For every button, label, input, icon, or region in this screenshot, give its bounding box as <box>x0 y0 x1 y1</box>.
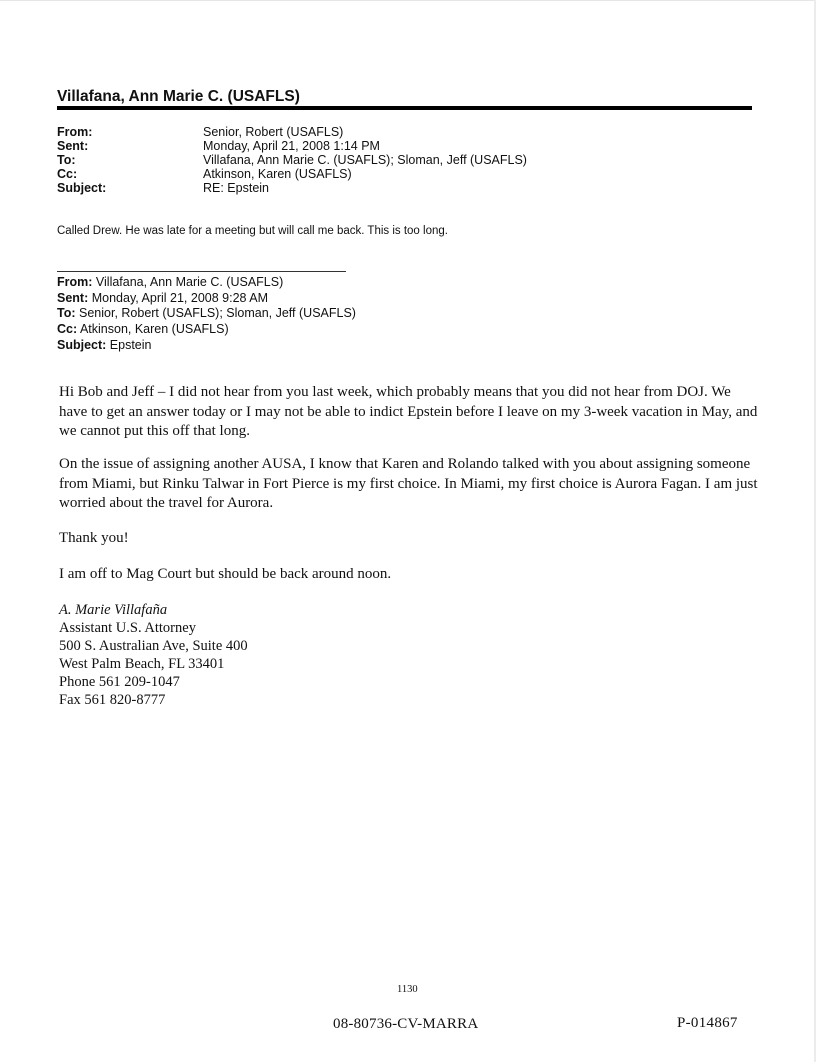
quoted-subject-label: Subject: <box>57 338 107 352</box>
quoted-cc-label: Cc: <box>57 322 78 336</box>
quoted-to-line <box>57 305 356 321</box>
signature-address-line-2: West Palm Beach, FL 33401 <box>59 656 225 672</box>
signature-title: Assistant U.S. Attorney <box>59 620 196 636</box>
signature-phone: Phone 561 209-1047 <box>59 674 180 690</box>
mailbox-owner-title: Villafana, Ann Marie C. (USAFLS) <box>57 88 300 105</box>
signature-fax: Fax 561 820-8777 <box>59 692 166 708</box>
quoted-subject-value: Epstein <box>109 338 152 352</box>
header-from-label: From: <box>57 125 93 139</box>
case-number: 08-80736-CV-MARRA <box>333 1016 479 1032</box>
quoted-paragraph-3: Thank you! <box>59 530 129 546</box>
header-subject-value: RE: Epstein <box>203 181 270 195</box>
signature-name: A. Marie Villafaña <box>59 602 168 618</box>
header-from-value: Senior, Robert (USAFLS) <box>203 125 344 139</box>
header-cc-label: Cc: <box>57 167 78 181</box>
title-rule <box>57 106 752 110</box>
page-number: 1130 <box>397 984 418 995</box>
quoted-sent-label: Sent: <box>57 291 89 305</box>
quoted-paragraph-1: Hi Bob and Jeff – I did not hear from you last week, which probably means that you did not hear from DOJ. We have to get an answer today or I may not be able to indict Epstein before I leave on my 3-week vacation in May, and we cannot put this off that long. <box>59 384 758 440</box>
signature-address-line-1: 500 S. Australian Ave, Suite 400 <box>59 638 248 654</box>
quoted-paragraph-2: On the issue of assigning another AUSA, I know that Karen and Rolando talked with you about assigning someone from Miami, but Rinku Talwar in Fort Pierce is my first choice. In Miami, my first choice is Aurora Fagan. I am just worried about the travel for Aurora. <box>59 456 758 512</box>
quoted-from-line <box>57 274 283 290</box>
header-to-value: Villafana, Ann Marie C. (USAFLS); Sloman, Jeff (USAFLS) <box>203 153 527 167</box>
header-sent-label: Sent: <box>57 139 89 153</box>
header-subject-label: Subject: <box>57 181 107 195</box>
header-to-label: To: <box>57 153 76 167</box>
quoted-subject-line <box>57 337 152 353</box>
quoted-separator-rule <box>57 271 346 272</box>
quoted-sent-value: Monday, April 21, 2008 9:28 AM <box>91 291 269 305</box>
quoted-cc-value: Atkinson, Karen (USAFLS) <box>79 322 229 336</box>
quoted-paragraph-4: I am off to Mag Court but should be back around noon. <box>59 566 392 582</box>
quoted-to-label: To: <box>57 306 76 320</box>
quoted-sent-line <box>57 290 268 306</box>
reply-body: Called Drew. He was late for a meeting but will call me back. This is too long. <box>57 225 448 237</box>
bates-number: P-014867 <box>677 1015 738 1031</box>
header-cc-value: Atkinson, Karen (USAFLS) <box>203 167 352 181</box>
quoted-to-value: Senior, Robert (USAFLS); Sloman, Jeff (USAFLS) <box>79 306 356 320</box>
quoted-from-value: Villafana, Ann Marie C. (USAFLS) <box>95 275 284 289</box>
header-sent-value: Monday, April 21, 2008 1:14 PM <box>203 139 380 153</box>
quoted-from-label: From: <box>57 275 93 289</box>
page-top-edge <box>0 0 816 1</box>
quoted-cc-line <box>57 321 229 337</box>
